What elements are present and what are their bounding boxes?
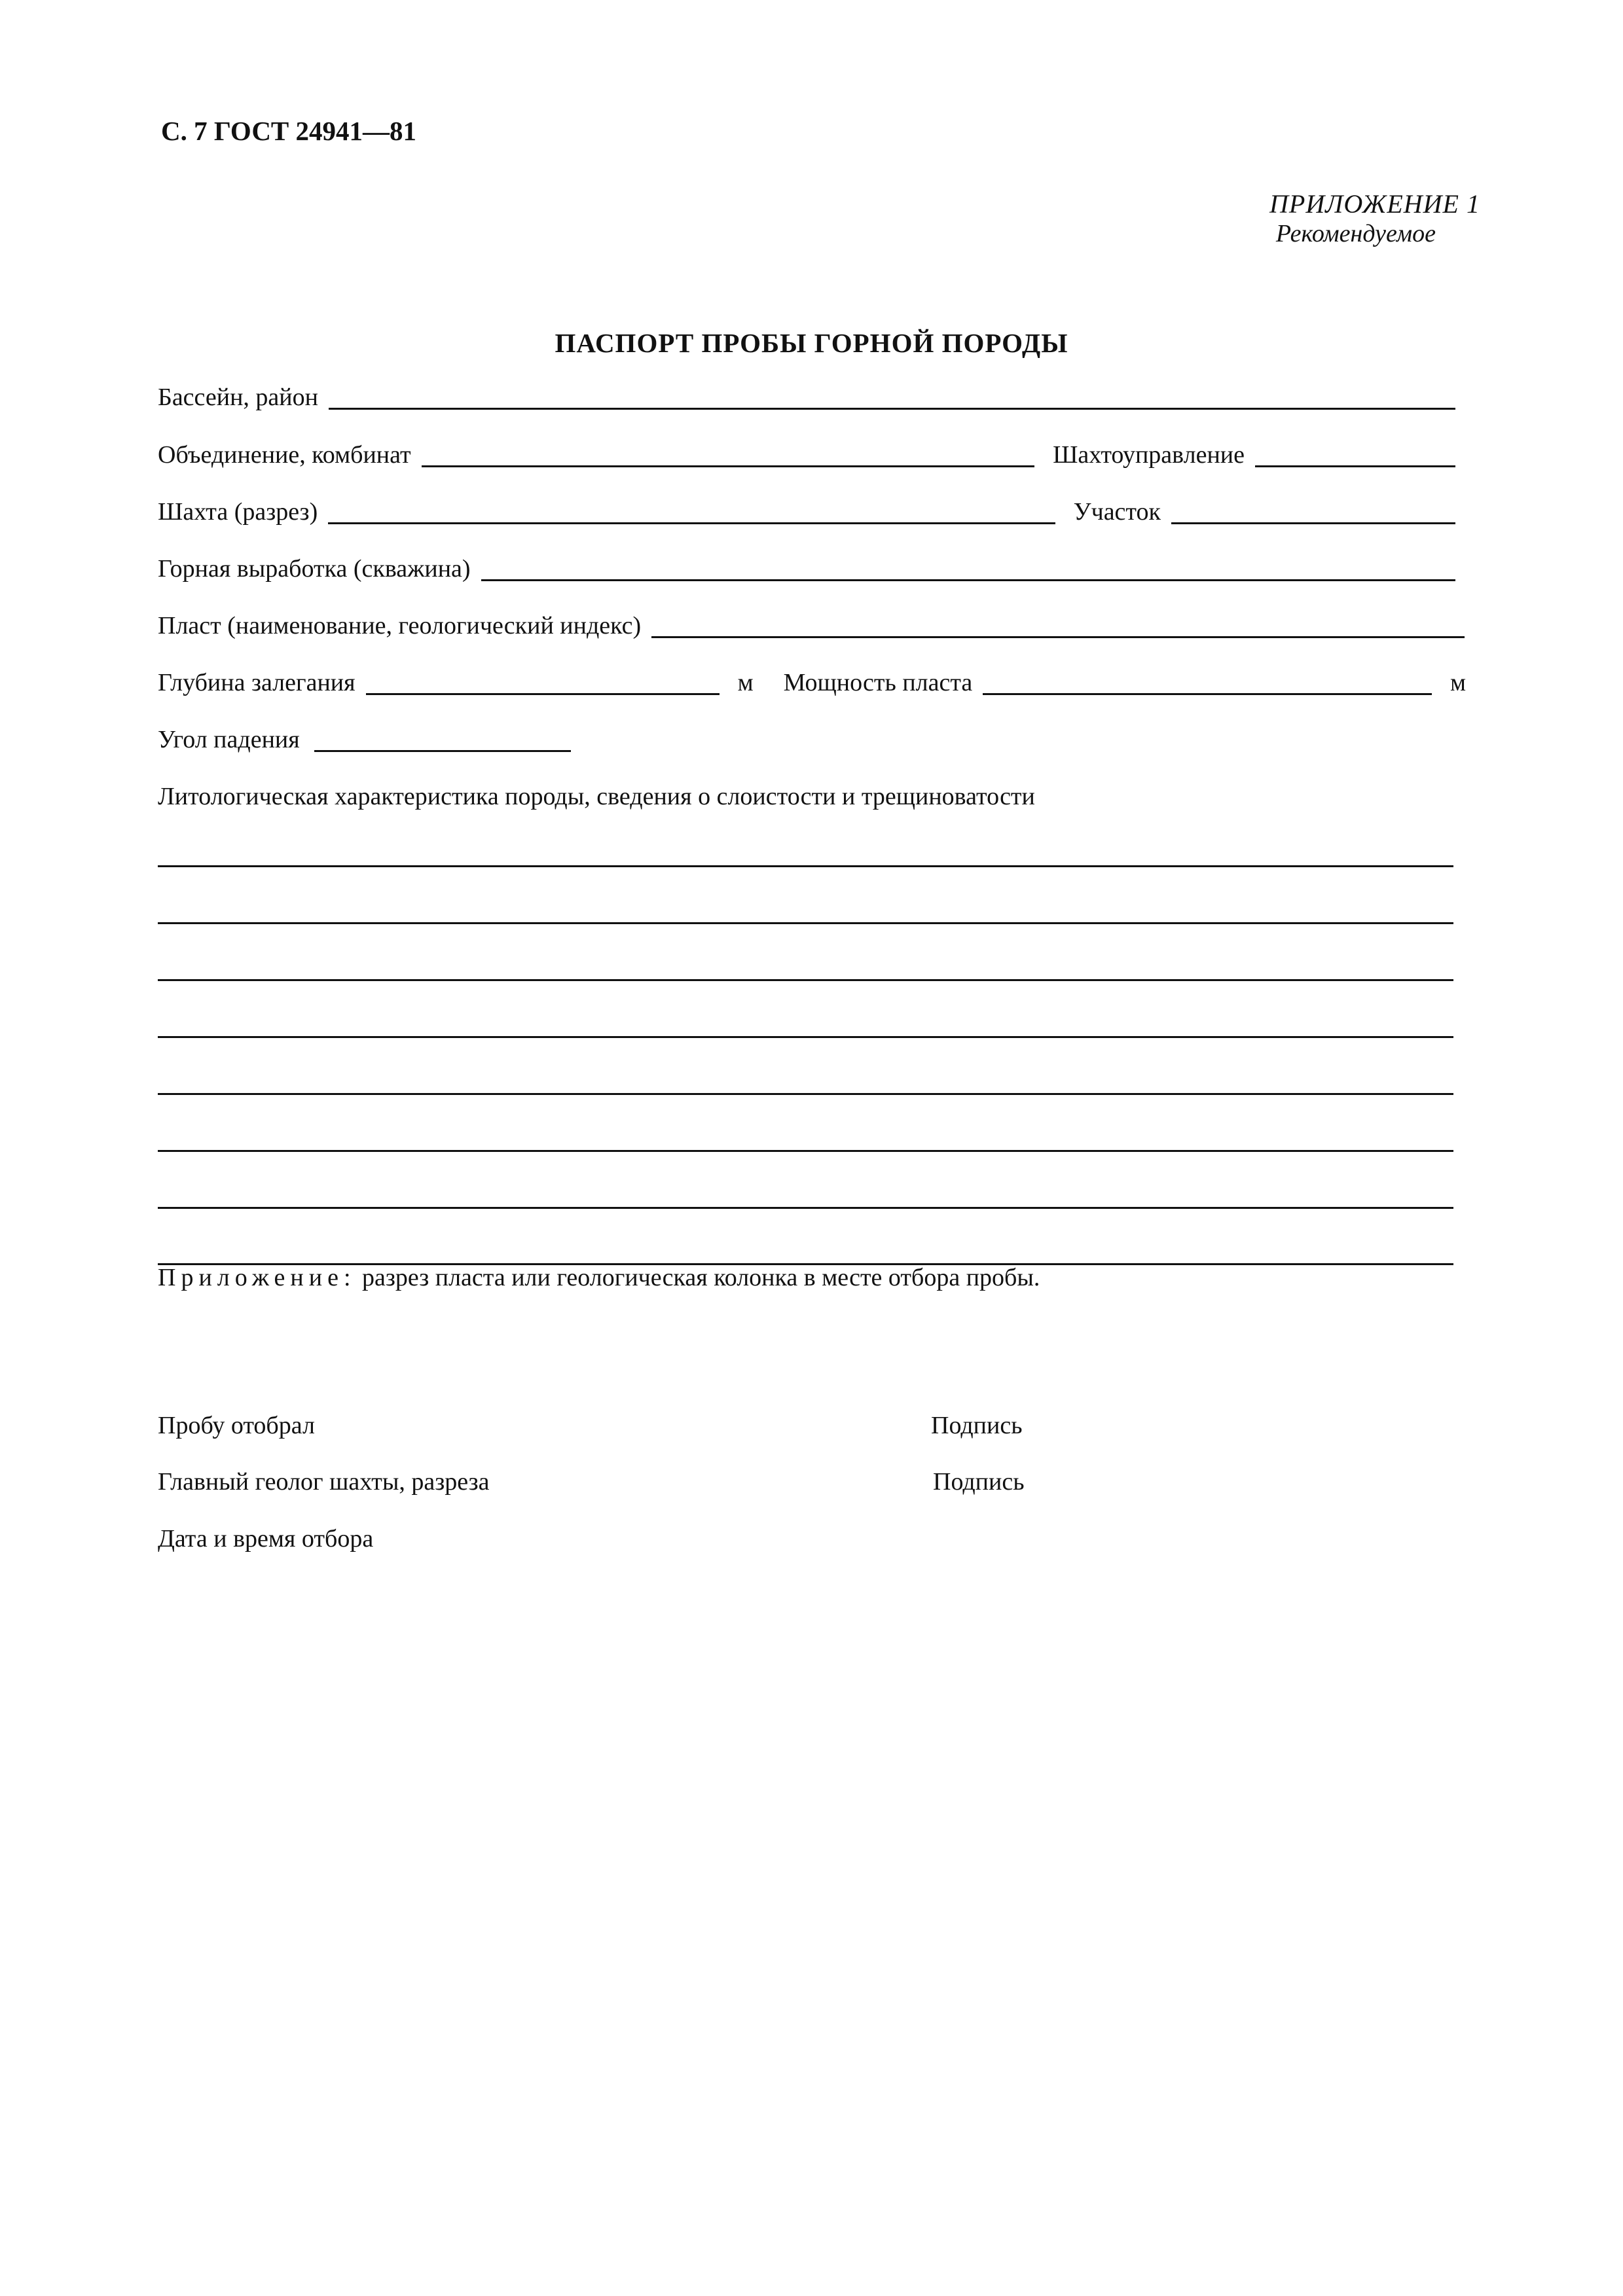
basin-label: Бассейн, район — [158, 384, 318, 411]
section-field[interactable] — [1171, 522, 1455, 524]
lithology-line-5[interactable] — [158, 1093, 1453, 1095]
section-label: Участок — [1073, 498, 1161, 526]
basin-field[interactable] — [329, 408, 1455, 410]
mine-label: Шахта (разрез) — [158, 498, 318, 526]
seam-label: Пласт (наименование, геологический индекс) — [158, 612, 642, 639]
depth-label: Глубина залегания — [158, 669, 356, 696]
lithology-line-3[interactable] — [158, 979, 1453, 981]
depth-field[interactable] — [366, 693, 720, 695]
depth-unit: м — [737, 669, 754, 696]
dip-angle-label: Угол падения — [158, 726, 300, 753]
note-text: разрез пласта или геологическая колонка в месте отбора пробы. — [362, 1264, 1040, 1291]
document-title: ПАСПОРТ ПРОБЫ ГОРНОЙ ПОРОДЫ — [555, 328, 1068, 358]
association-label: Объединение, комбинат — [158, 441, 411, 469]
mine-row — [158, 490, 1455, 527]
sampler-label: Пробу отобрал — [158, 1412, 315, 1439]
chief-geologist-label: Главный геолог шахты, разреза — [158, 1468, 490, 1496]
dip-angle-row — [158, 718, 571, 755]
working-row — [158, 547, 1455, 584]
thickness-unit: м — [1450, 669, 1466, 696]
thickness-field[interactable] — [983, 693, 1432, 695]
working-label: Горная выработка (скважина) — [158, 555, 471, 583]
lithology-row — [158, 775, 1035, 812]
lithology-line-6[interactable] — [158, 1150, 1453, 1152]
mine-management-field[interactable] — [1255, 465, 1455, 467]
chief-geologist-signature[interactable]: Подпись — [933, 1468, 1025, 1496]
lithology-line-4[interactable] — [158, 1036, 1453, 1038]
lithology-line-2[interactable] — [158, 922, 1453, 924]
appendix-title: ПРИЛОЖЕНИЕ 1 — [1269, 189, 1480, 219]
sampling-datetime-label: Дата и время отбора — [158, 1525, 374, 1552]
appendix-block — [1269, 191, 1480, 246]
association-row — [158, 433, 1455, 470]
appendix-status: Рекомендуемое — [1275, 220, 1436, 247]
working-field[interactable] — [481, 579, 1455, 581]
appendix-note — [158, 1263, 1040, 1292]
note-label: Приложение: — [158, 1264, 356, 1291]
thickness-label: Мощность пласта — [783, 669, 973, 696]
mine-field[interactable] — [328, 522, 1055, 524]
basin-row — [158, 376, 1455, 412]
seam-row — [158, 604, 1465, 641]
lithology-label: Литологическая характеристика породы, сведения о слоистости и трещиноватости — [158, 783, 1035, 810]
seam-field[interactable] — [651, 636, 1465, 638]
lithology-line-7[interactable] — [158, 1207, 1453, 1209]
mine-management-label: Шахтоуправление — [1053, 441, 1245, 469]
association-field[interactable] — [422, 465, 1034, 467]
sampler-signature[interactable]: Подпись — [931, 1412, 1023, 1439]
depth-row — [158, 661, 1466, 698]
page-header: С. 7 ГОСТ 24941—81 — [161, 116, 417, 146]
lithology-line-1[interactable] — [158, 865, 1453, 867]
dip-angle-field[interactable] — [314, 750, 571, 752]
